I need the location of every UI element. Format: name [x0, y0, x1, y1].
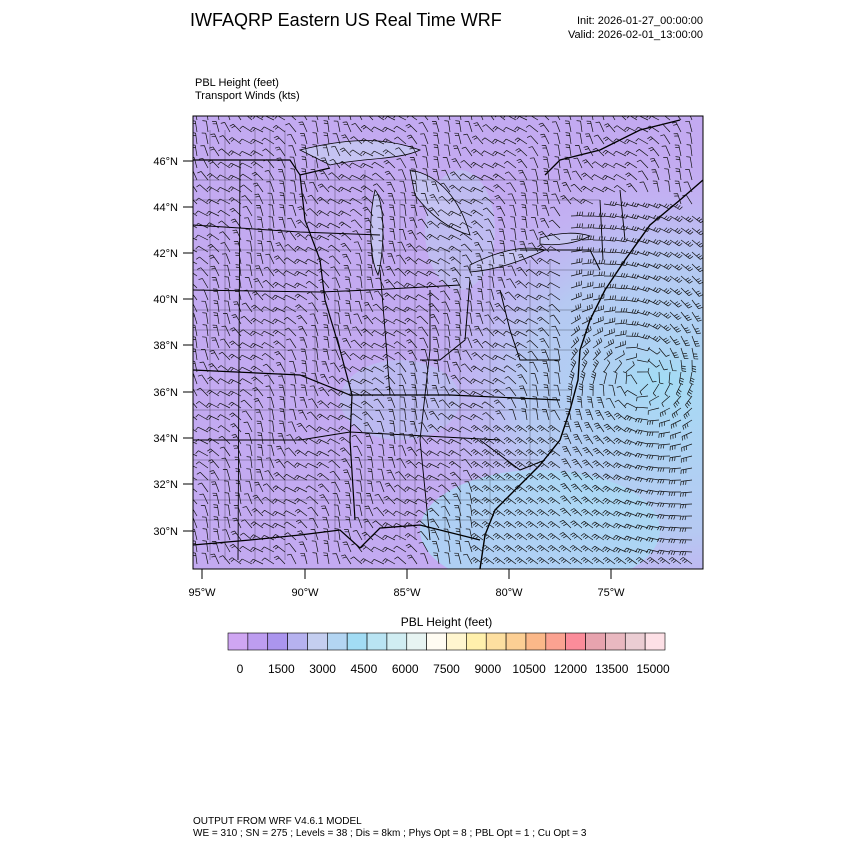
lat-label-44n: 44°N — [153, 202, 178, 214]
colorbar-label: 12000 — [553, 662, 588, 676]
lat-label-36n: 36°N — [153, 387, 178, 399]
colorbar-title: PBL Height (feet) — [400, 615, 493, 629]
field-label-pbl: PBL Height (feet) — [195, 77, 279, 89]
footer-config: WE = 310 ; SN = 275 ; Levels = 38 ; Dis = 8km ; Phys Opt = 8 ; PBL Opt = 1 ; Cu Opt = 3 — [193, 828, 587, 839]
colorbar-swatch — [605, 633, 625, 650]
latitude-axis — [183, 161, 193, 531]
lon-label-95w: 95°W — [188, 587, 216, 599]
init-time: Init: 2026-01-27_00:00:00 — [577, 15, 703, 27]
colorbar-swatch — [367, 633, 387, 650]
colorbar-swatch — [645, 633, 665, 650]
colorbar-label: 0 — [236, 662, 244, 676]
colorbar-swatch — [407, 633, 427, 650]
lat-label-38n: 38°N — [153, 340, 178, 352]
colorbar-swatch — [546, 633, 566, 650]
colorbar-swatch — [586, 633, 606, 650]
lat-label-32n: 32°N — [153, 479, 178, 491]
lat-label-30n: 30°N — [153, 526, 178, 538]
colorbar-swatch — [447, 633, 467, 650]
colorbar-swatch — [466, 633, 486, 650]
colorbar-swatch — [387, 633, 407, 650]
colorbar-swatch — [327, 633, 347, 650]
colorbar-swatch — [506, 633, 526, 650]
lon-label-75w: 75°W — [597, 587, 625, 599]
lon-label-80w: 80°W — [495, 587, 523, 599]
footer-model: OUTPUT FROM WRF V4.6.1 MODEL — [193, 816, 362, 827]
colorbar-label: 4500 — [350, 662, 378, 676]
colorbar-label: 3000 — [309, 662, 336, 676]
colorbar-label: 15000 — [636, 662, 670, 676]
longitude-axis — [202, 569, 611, 579]
lat-label-34n: 34°N — [153, 433, 178, 445]
colorbar-swatch — [228, 633, 248, 650]
colorbar-swatch — [526, 633, 546, 650]
colorbar-label: 1500 — [267, 662, 295, 676]
lon-label-90w: 90°W — [291, 587, 319, 599]
colorbar-label: 6000 — [391, 662, 419, 676]
colorbar-swatch — [566, 633, 586, 650]
colorbar-swatch — [248, 633, 268, 650]
colorbar-swatch — [625, 633, 645, 650]
colorbar-label: 9000 — [474, 662, 502, 676]
colorbar-label: 10500 — [512, 662, 546, 676]
colorbar — [228, 633, 665, 650]
lat-label-46n: 46°N — [153, 156, 178, 168]
colorbar-swatch — [486, 633, 506, 650]
colorbar-label: 13500 — [595, 662, 629, 676]
lat-label-40n: 40°N — [153, 294, 178, 306]
colorbar-swatch — [307, 633, 327, 650]
colorbar-swatch — [427, 633, 447, 650]
lon-label-85w: 85°W — [393, 587, 421, 599]
colorbar-label: 7500 — [433, 662, 460, 676]
lat-label-42n: 42°N — [153, 248, 178, 260]
field-label-winds: Transport Winds (kts) — [195, 90, 300, 102]
colorbar-swatch — [347, 633, 367, 650]
valid-time: Valid: 2026-02-01_13:00:00 — [568, 29, 703, 41]
colorbar-labels — [237, 662, 670, 676]
colorbar-swatch — [288, 633, 308, 650]
chart-title: IWFAQRP Eastern US Real Time WRF — [190, 10, 502, 30]
colorbar-swatch — [268, 633, 288, 650]
